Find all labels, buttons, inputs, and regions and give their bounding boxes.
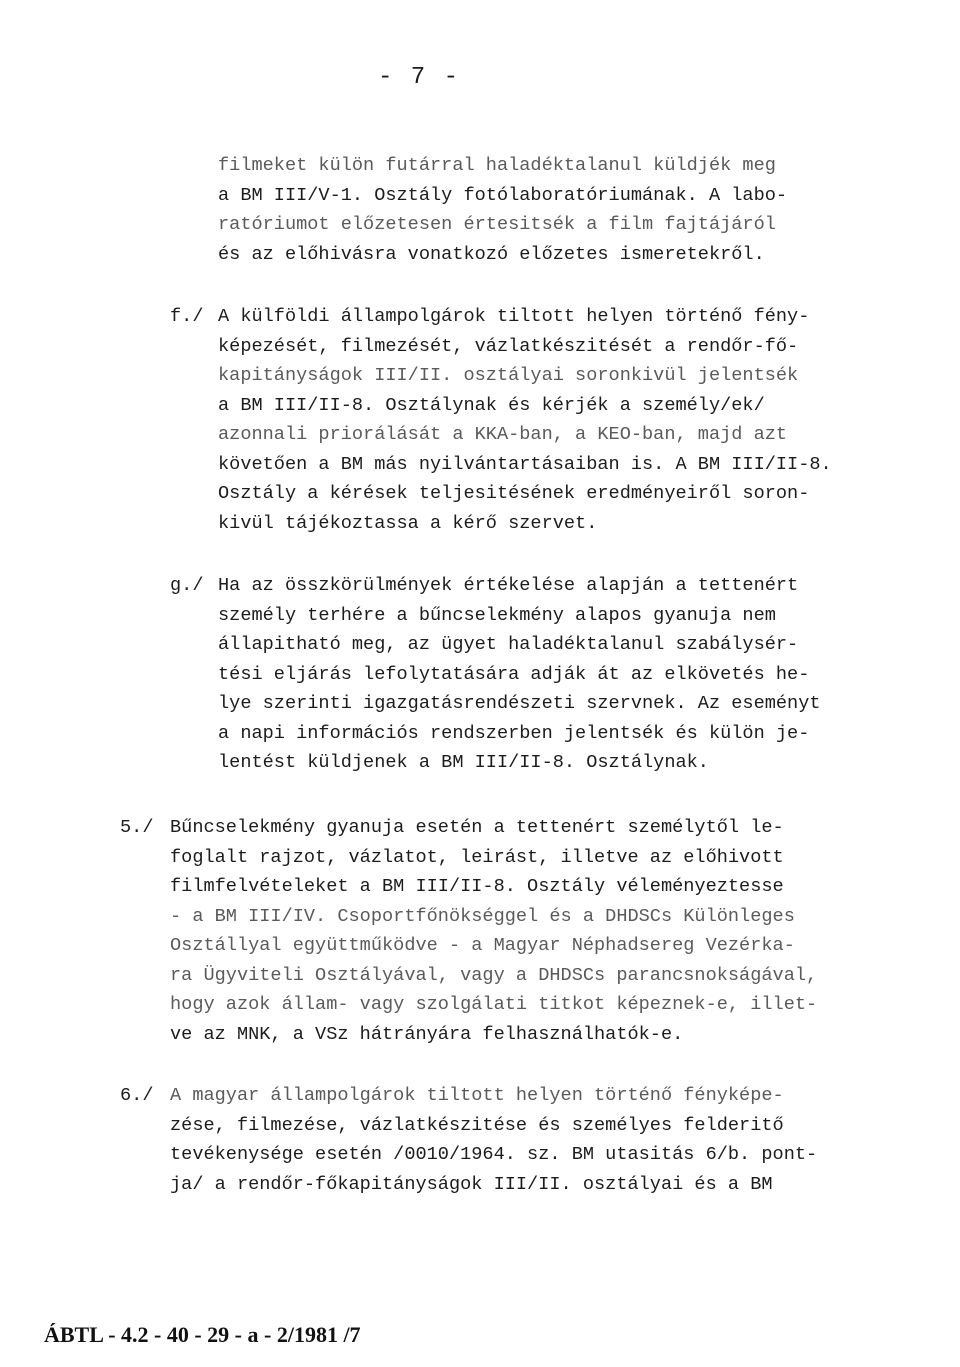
paragraph-6 (170, 1081, 817, 1199)
text-line: ra Ügyviteli Osztályával, vagy a DHDSCs parancsnokságával, (170, 964, 818, 986)
text-line: a BM III/V-1. Osztály fotólaboratóriumának. A labo- (218, 184, 788, 206)
text-line: Osztállyal együttműködve - a Magyar Néphadsereg Vezérka- (170, 935, 795, 956)
text-line: lye szerinti igazgatásrendészeti szervnek. Az eseményt (218, 693, 821, 714)
text-line: azonnali priorálását a KKA-ban, a KEO-ban, majd azt (218, 424, 788, 445)
text-line: kivül tájékoztassa a kérő szervet. (218, 512, 598, 534)
text-line: Bűncselekmény gyanuja esetén a tettenért személytől le- (170, 817, 784, 838)
text-line: kapitányságok III/II. osztályai soronkivül jelentsék (218, 365, 799, 386)
paragraph-marker-5: 5./ (120, 817, 154, 838)
text-line: követően a BM más nyilvántartásaiban is. A BM III/II-8. (218, 453, 832, 475)
paragraph-marker-f: f./ (170, 306, 204, 327)
text-line: A magyar állampolgárok tiltott helyen történő fényképe- (170, 1085, 784, 1106)
text-line: ve az MNK, a VSz hátrányára felhasználhatók-e. (170, 1023, 684, 1045)
text-line: foglalt rajzot, vázlatot, leirást, illetve az előhivott (170, 846, 784, 868)
text-line: képezését, filmezését, vázlatkészitését a rendőr-fő- (218, 335, 799, 357)
text-line: ja/ a rendőr-főkapitányságok III/II. osztályai és a BM (170, 1173, 773, 1195)
text-line: hogy azok állam- vagy szolgálati titkot képeznek-e, illet- (170, 994, 818, 1015)
paragraph-marker-6: 6./ (120, 1085, 154, 1106)
text-line: Osztály a kérések teljesitésének eredményeiről soron- (218, 483, 810, 504)
text-line: filmeket külön futárral haladéktalanul küldjék meg (218, 155, 776, 176)
paragraph-g (218, 571, 821, 778)
text-line: a BM III/II-8. Osztálynak és kérjék a személy/ek/ (218, 394, 765, 416)
paragraph-continuation (218, 151, 787, 269)
text-line: lentést küldjenek a BM III/II-8. Osztálynak. (218, 752, 709, 773)
text-line: állapitható meg, az ügyet haladéktalanul szabálysér- (218, 634, 799, 655)
text-line: és az előhivásra vonatkozó előzetes ismeretekről. (218, 243, 765, 265)
text-line: ratóriumot előzetesen értesitsék a film fajtájáról (218, 214, 776, 235)
text-line: A külföldi állampolgárok tiltott helyen történő fény- (218, 306, 810, 327)
text-line: Ha az összkörülmények értékelése alapján a tettenért (218, 575, 799, 596)
text-line: a napi információs rendszerben jelentsék és külön je- (218, 722, 810, 744)
paragraph-f (218, 302, 832, 538)
text-line: tevékenysége esetén /0010/1964. sz. BM utasitás 6/b. pont- (170, 1144, 818, 1165)
archive-reference: ÁBTL - 4.2 - 40 - 29 - a - 2/1981 /7 (44, 1322, 361, 1347)
text-line: tési eljárás lefolytatására adják át az elkövetés he- (218, 663, 810, 685)
text-line: filmfelvételeket a BM III/II-8. Osztály véleményeztesse (170, 876, 784, 897)
paragraph-marker-g: g./ (170, 575, 204, 596)
paragraph-5 (170, 813, 817, 1049)
text-line: - a BM III/IV. Csoportfőnökséggel és a DHDSCs Különleges (170, 905, 795, 927)
text-line: zése, filmezése, vázlatkészitése és személyes felderitő (170, 1114, 784, 1136)
page-number: - 7 - (378, 64, 461, 91)
text-line: személy terhére a bűncselekmény alapos gyanuja nem (218, 604, 776, 626)
